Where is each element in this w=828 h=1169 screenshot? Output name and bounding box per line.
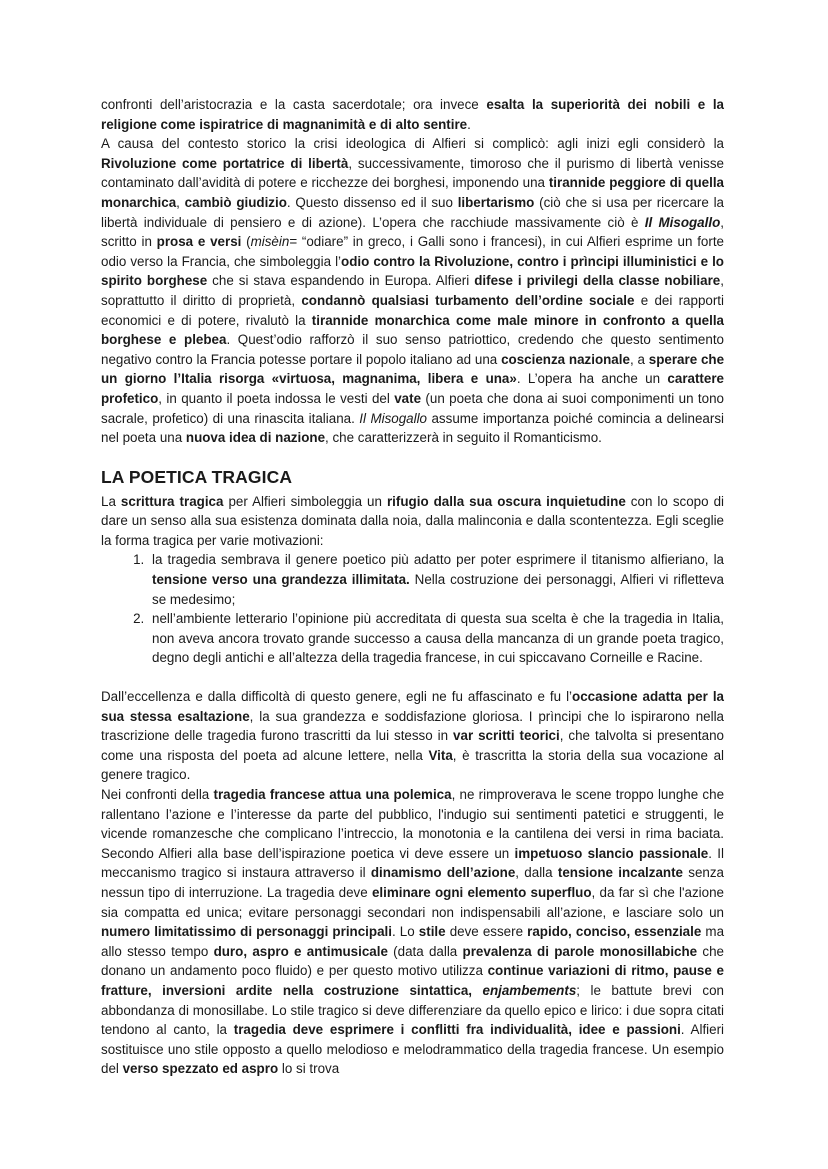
text-run: condannò qualsiasi turbamento dell’ordine sociale (301, 292, 635, 308)
text-run: ma allo stesso tempo (101, 924, 725, 959)
text-run: , che caratterizzerà in seguito il Romanticismo. (325, 430, 602, 446)
text-run: carattere profetico (101, 371, 724, 406)
list-item (148, 550, 724, 609)
text-run: (ciò che si usa per ricercare la libertà individuale di pensiero e di azione). L’opera che racchiude massivamente ciò è (101, 194, 724, 230)
text-run: rapido, conciso, essenziale (527, 924, 702, 940)
text-run: Vita (428, 747, 453, 763)
text-run: che si stava espandendo in Europa. Alfieri (207, 273, 475, 289)
paragraph-eccellenza (101, 687, 724, 785)
text-run: tirannide peggiore di quella monarchica (101, 175, 725, 210)
text-run: nuova idea di nazione (185, 430, 326, 446)
text-run: Nei confronti della (101, 787, 214, 802)
text-run: tensione verso una grandezza illimitata. (152, 572, 410, 588)
paragraph-gap (101, 668, 724, 687)
text-run: . Alfieri sostituisce uno stile opposto a quello melodioso e melodrammatico della tragedia francese. Un esempio del (101, 1022, 725, 1077)
text-run: , ne rimproverava le scene troppo lunghe che rallentano l’azione e l’interesse da parte del pubblico, l'indugio sui sentimenti patetici e struggenti, le vicende romanzesche che complicano l’intreccio, la monotonia e la cantilena dei versi in rima baciata. Secondo Alfieri alla base dell’ispirazione poetica vi deve essere un (101, 787, 725, 861)
text-run: assume importanza poiché comincia a delinearsi nel poeta una (101, 410, 724, 446)
text-run: , è trascritta la storia della sua vocazione al genere tragico. (101, 747, 724, 783)
list-item (148, 609, 724, 668)
text-run: Il Misogallo (359, 410, 428, 426)
text-run: eliminare ogni elemento superfluo (371, 884, 592, 900)
text-run: = “odiare” in greco, i Galli sono i francesi), in cui Alfieri esprime un forte odio verso la Francia, che simboleggia l’ (101, 234, 725, 269)
text-run: , in quanto il poeta indossa le vesti del (158, 390, 395, 406)
text-run: per Alfieri simboleggia un (223, 493, 387, 509)
text-run: Nella costruzione dei personaggi, Alfieri vi rifletteva se medesimo; (152, 572, 724, 607)
text-run: , che talvolta si presentano come una risposta del poeta ad alcune lettere, nella (101, 728, 724, 763)
text-run: La (101, 493, 121, 509)
text-run: , dalla (515, 865, 558, 881)
paragraph-tragedia-francese (101, 785, 724, 1079)
text-run: nell’ambiente letterario l’opinione più accreditata di questa sua scelta è che la tragedia in Italia, non aveva ancora trovato grande successo a causa della mancanza di un grande poeta tragico, degno degli antichi e all’altezza della tragedia francese, in cui spiccavano Corneille e Racine. (152, 611, 724, 666)
text-run: impetuoso slancio passionale (514, 845, 709, 861)
text-run: ; le battute brevi con abbondanza di monosillabe. Lo stile tragico si deve differenziare da quello epico e lirico: i due sopra citati tendono al canto, la (101, 982, 724, 1038)
text-run: , successivamente, timoroso che il purismo di libertà venisse contaminato dall’avidità di potere e ricchezze dei borghesi, imponendo una (101, 155, 724, 191)
text-run: numero limitatissimo di personaggi principali (101, 924, 392, 940)
text-run: prevalenza di parole monosillabiche (462, 943, 698, 959)
text-run: var scritti teorici (453, 728, 560, 744)
text-run: , scritto in (101, 214, 724, 250)
text-run: confronti dell’aristocrazia e la casta sacerdotale; ora invece (101, 97, 487, 112)
text-run: ( (241, 234, 251, 250)
text-run: , soprattutto il diritto di proprietà, (101, 273, 724, 308)
text-run: rifugio dalla sua oscura inquietudine (386, 493, 626, 509)
text-run: A causa del contesto storico la crisi ideologica di Alfieri si complicò: agli inizi egli considerò la (101, 136, 724, 152)
text-run: . Il meccanismo tragico si instaura attraverso il (101, 845, 725, 881)
text-run: sperare che un giorno l’Italia risorga «virtuosa, magnanima, libera e una» (101, 351, 725, 387)
text-run: stile (418, 924, 446, 940)
text-run: che donano un andamento poco fluido) e per questo motivo utilizza (101, 943, 724, 979)
paragraph-scrittura-tragica (101, 492, 724, 551)
text-run: Dall’eccellenza e dalla difficoltà di questo genere, egli ne fu affascinato e fu l’ (101, 689, 573, 705)
paragraph-aristocrazia (101, 95, 724, 134)
text-run: esalta la superiorità dei nobili e la religione come ispiratrice di magnanimità e di alto sentire (101, 97, 725, 132)
text-run: enjambements (482, 982, 577, 998)
text-run: difese i privilegi della classe nobiliare (474, 273, 721, 289)
text-run: verso spezzato ed aspro (122, 1061, 279, 1077)
text-run: (un poeta che dona ai suoi componimenti un tono sacrale, profetico) di una rinascita italiana. (101, 390, 724, 426)
text-run: , a (629, 351, 649, 367)
text-run: tirannide monarchica come male minore in confronto a quella borghese e plebea (101, 312, 724, 348)
text-run: vate (394, 390, 422, 406)
text-run: , da far sì che l'azione sia compatta ed unica; evitare personaggi secondari non indispensabili all’azione, e lasciare solo un (101, 884, 725, 920)
text-run: (data dalla (387, 943, 463, 959)
text-run: tragedia francese attua una polemica (213, 787, 452, 802)
section-heading-poetica-tragica: LA POETICA TRAGICA (101, 466, 293, 487)
text-run: Rivoluzione come portatrice di libertà (101, 155, 349, 171)
text-run: con lo scopo di dare un senso alla sua esistenza dominata dalla noia, dalla malinconia e dalla scontentezza. Egli sceglie la forma tragica per varie motivazioni: (101, 493, 725, 548)
text-run: occasione adatta per la sua stessa esaltazione (101, 689, 724, 724)
text-run: e dei rapporti economici e di potere, rivalutò la (101, 292, 725, 328)
text-run: continue variazioni di ritmo, pause e fratture, inversioni ardite nella costruzione sintattica, (101, 963, 724, 998)
text-run: deve essere (445, 924, 528, 940)
text-run: , (176, 194, 185, 210)
text-run: cambiò giudizio (184, 194, 287, 210)
text-run: . Lo (391, 924, 419, 940)
text-run: prosa e versi (156, 234, 242, 250)
text-run: . (467, 116, 471, 132)
text-run: misèin (250, 234, 290, 250)
text-run: . L’opera ha anche un (516, 371, 668, 387)
paragraph-misogallo (101, 134, 724, 448)
text-run: . Quest’odio rafforzò il suo senso patriottico, credendo che questo sentimento negativo contro la Francia potesse portare il popolo italiano ad una (101, 332, 724, 367)
text-run: la tragedia sembrava il genere poetico più adatto per poter esprimere il titanismo alfieriano, la (152, 552, 724, 568)
text-run: , la sua grandezza e soddisfazione gloriosa. I prìncipi che lo ispirarono nella trascrizione delle tragedia furono trascritti da lui stesso in (101, 708, 724, 744)
text-run: lo si trova (278, 1061, 340, 1077)
text-run: tensione incalzante (557, 865, 683, 881)
text-run: scrittura tragica (120, 493, 224, 509)
text-run: . Questo dissenso ed il suo (286, 194, 458, 210)
motivations-list (101, 550, 724, 668)
text-run: Il Misogallo (644, 214, 721, 230)
text-run: tragedia deve esprimere i conflitti fra individualità, idee e passioni (233, 1022, 681, 1038)
text-run: libertarismo (457, 194, 535, 210)
text-run: senza nessun tipo di interruzione. La tragedia deve (101, 865, 725, 900)
text-run: odio contro la Rivoluzione, contro i prìncipi illuministici e lo spirito borghese (101, 253, 724, 289)
text-run: dinamismo dell’azione (370, 865, 516, 881)
text-run: duro, aspro e antimusicale (213, 943, 388, 959)
text-run: coscienza nazionale (501, 351, 630, 367)
